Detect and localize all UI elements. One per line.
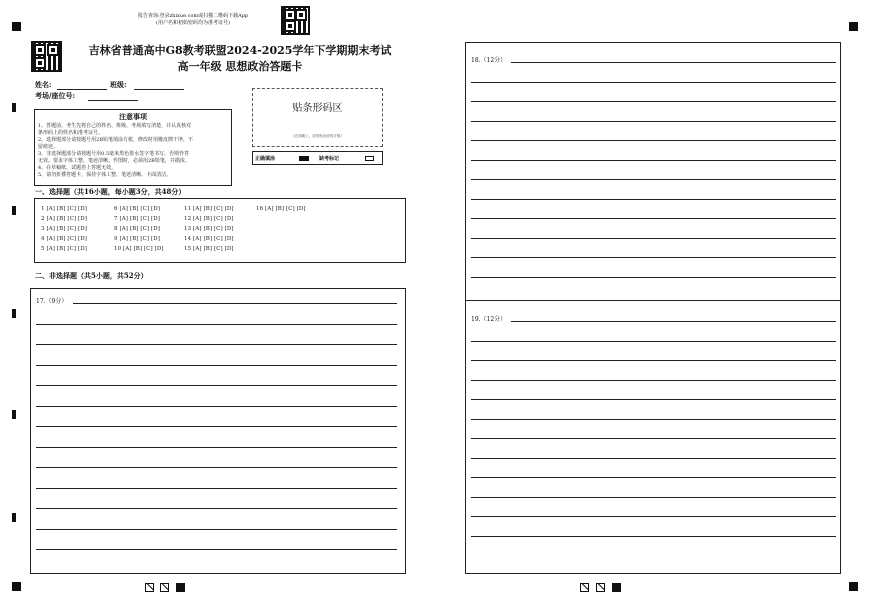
q18-answer-line[interactable] xyxy=(471,121,836,122)
q19-answer-line[interactable] xyxy=(471,341,836,342)
notice-line-1: 报告查询:登录zhixue.com或扫描二维码下载App xyxy=(137,13,249,19)
seat-field[interactable] xyxy=(88,100,138,101)
q17-answer-line[interactable] xyxy=(36,344,397,345)
choice-question-2[interactable]: 2 [A] [B] [C] [D] xyxy=(41,216,87,222)
q18-answer-line[interactable] xyxy=(471,160,836,161)
q17-answer-box xyxy=(30,288,406,574)
barcode-area xyxy=(252,88,383,147)
q18-answer-line[interactable] xyxy=(471,101,836,102)
choice-question-13[interactable]: 13 [A] [B] [C] [D] xyxy=(184,226,234,232)
choice-question-5[interactable]: 5 [A] [B] [C] [D] xyxy=(41,246,87,252)
exam-title: 吉林省普通高中G8教考联盟2024-2025学年下学期期末考试 xyxy=(88,44,392,57)
notes-box xyxy=(34,109,232,186)
choice-question-14[interactable]: 14 [A] [B] [C] [D] xyxy=(184,236,234,242)
choice-question-11[interactable]: 11 [A] [B] [C] [D] xyxy=(184,206,234,212)
timing-mark xyxy=(12,103,16,112)
app-qr-code xyxy=(281,6,310,35)
q17-answer-line[interactable] xyxy=(36,324,397,325)
section2-title: 二、非选择题（共5小题，共52分） xyxy=(35,271,148,280)
section1-title: 一、选择题（共16小题，每小题3分，共48分） xyxy=(35,187,186,196)
q19-answer-line[interactable] xyxy=(471,497,836,498)
choice-question-6[interactable]: 6 [A] [B] [C] [D] xyxy=(114,206,160,212)
page-mark xyxy=(176,583,185,592)
q17-answer-line[interactable] xyxy=(73,303,397,304)
page-mark xyxy=(160,583,169,592)
barcode-title: 贴条形码区 xyxy=(292,103,343,114)
choice-question-4[interactable]: 4 [A] [B] [C] [D] xyxy=(41,236,87,242)
note-line: 1、答题前，考生先将自己的姓名、班级、考场填写清楚，并认真核对 xyxy=(38,123,192,129)
q18-answer-line[interactable] xyxy=(471,199,836,200)
q19-label: 19.（12分） xyxy=(471,316,507,323)
class-field[interactable] xyxy=(134,89,184,90)
name-label: 姓名: xyxy=(35,80,52,89)
corner-mark-bottom-right xyxy=(849,582,858,591)
q19-answer-line[interactable] xyxy=(471,516,836,517)
q17-answer-line[interactable] xyxy=(36,365,397,366)
q17-answer-line[interactable] xyxy=(36,529,397,530)
q17-answer-line[interactable] xyxy=(36,406,397,407)
q19-answer-line[interactable] xyxy=(471,360,836,361)
choice-question-15[interactable]: 15 [A] [B] [C] [D] xyxy=(184,246,234,252)
choice-question-8[interactable]: 8 [A] [B] [C] [D] xyxy=(114,226,160,232)
q19-answer-line[interactable] xyxy=(471,419,836,420)
choice-question-16[interactable]: 16 [A] [B] [C] [D] xyxy=(256,206,306,212)
note-line: 无效。要求字体工整、笔迹清晰。作图时，必须用2B铅笔，并描浓。 xyxy=(38,158,190,164)
q19-answer-line[interactable] xyxy=(471,477,836,478)
page-mark xyxy=(596,583,605,592)
timing-mark xyxy=(12,206,16,215)
q19-answer-line[interactable] xyxy=(471,458,836,459)
q17-answer-line[interactable] xyxy=(36,549,397,550)
q17-answer-line[interactable] xyxy=(36,426,397,427)
notice-line-2: (用户名和初始密码均为准考证号) xyxy=(156,20,230,26)
q17-answer-line[interactable] xyxy=(36,508,397,509)
q18-answer-line[interactable] xyxy=(471,218,836,219)
choice-question-3[interactable]: 3 [A] [B] [C] [D] xyxy=(41,226,87,232)
q17-answer-line[interactable] xyxy=(36,467,397,468)
choice-question-7[interactable]: 7 [A] [B] [C] [D] xyxy=(114,216,160,222)
q19-answer-line[interactable] xyxy=(511,321,836,322)
q18-answer-line[interactable] xyxy=(471,179,836,180)
q19-answer-line[interactable] xyxy=(471,438,836,439)
choice-question-9[interactable]: 9 [A] [B] [C] [D] xyxy=(114,236,160,242)
exam-qr-code xyxy=(31,41,62,72)
q17-answer-line[interactable] xyxy=(36,385,397,386)
seat-label: 考场/座位号: xyxy=(35,91,76,100)
corner-mark-top-left xyxy=(12,22,21,31)
q18-label: 18.（12分） xyxy=(471,57,507,64)
correct-fill-sample xyxy=(299,156,309,161)
q18-q19-divider xyxy=(466,300,840,301)
notes-title: 注意事项 xyxy=(119,112,147,121)
barcode-hint: (正面朝上，切勿贴出虚线方框) xyxy=(293,134,342,138)
corner-mark-bottom-left xyxy=(12,582,21,591)
q18-answer-line[interactable] xyxy=(471,257,836,258)
name-field[interactable] xyxy=(57,89,107,90)
q17-answer-line[interactable] xyxy=(36,488,397,489)
q18-answer-line[interactable] xyxy=(471,82,836,83)
absent-mark-box[interactable] xyxy=(365,156,374,161)
choice-box xyxy=(34,198,406,263)
absent-mark-label: 缺考标记 xyxy=(319,156,340,162)
q19-answer-line[interactable] xyxy=(471,399,836,400)
fill-legend xyxy=(252,151,383,165)
correct-fill-label: 正确填涂 xyxy=(255,156,276,162)
timing-mark xyxy=(12,513,16,522)
timing-mark xyxy=(12,309,16,318)
q19-answer-line[interactable] xyxy=(471,536,836,537)
note-line: 条形码上的姓名和准考证号。 xyxy=(38,130,104,136)
page-mark xyxy=(612,583,621,592)
note-line: 2、选择题部分请按题号用2B铅笔填涂方框，修改时用橡皮擦干净，不 xyxy=(38,137,194,143)
corner-mark-top-right xyxy=(849,22,858,31)
exam-subtitle: 高一年级 思想政治答题卡 xyxy=(177,60,303,73)
page-mark xyxy=(145,583,154,592)
q19-answer-line[interactable] xyxy=(471,380,836,381)
q18-answer-line[interactable] xyxy=(511,62,836,63)
page-mark xyxy=(580,583,589,592)
q17-label: 17.（9分） xyxy=(36,298,68,305)
note-line: 留痕迹。 xyxy=(38,144,59,150)
note-line: 3、非选择题部分请按题号用0.5毫米黑色墨水签字笔书写，否则作答 xyxy=(38,151,190,157)
choice-question-12[interactable]: 12 [A] [B] [C] [D] xyxy=(184,216,234,222)
report-notice xyxy=(118,13,268,27)
q17-answer-line[interactable] xyxy=(36,447,397,448)
choice-question-1[interactable]: 1 [A] [B] [C] [D] xyxy=(41,206,87,212)
q18-answer-line[interactable] xyxy=(471,277,836,278)
q18-answer-line[interactable] xyxy=(471,140,836,141)
choice-question-10[interactable]: 10 [A] [B] [C] [D] xyxy=(114,246,164,252)
right-answer-box xyxy=(465,42,841,574)
notes-list xyxy=(35,122,231,180)
note-line: 4、在草稿纸、试题卷上答题无效。 xyxy=(38,165,117,171)
class-label: 班级: xyxy=(110,80,127,89)
timing-mark xyxy=(12,410,16,419)
note-line: 5、请勿折叠答题卡，保持字体工整、笔迹清晰、卡面清洁。 xyxy=(38,172,172,178)
q18-answer-line[interactable] xyxy=(471,238,836,239)
